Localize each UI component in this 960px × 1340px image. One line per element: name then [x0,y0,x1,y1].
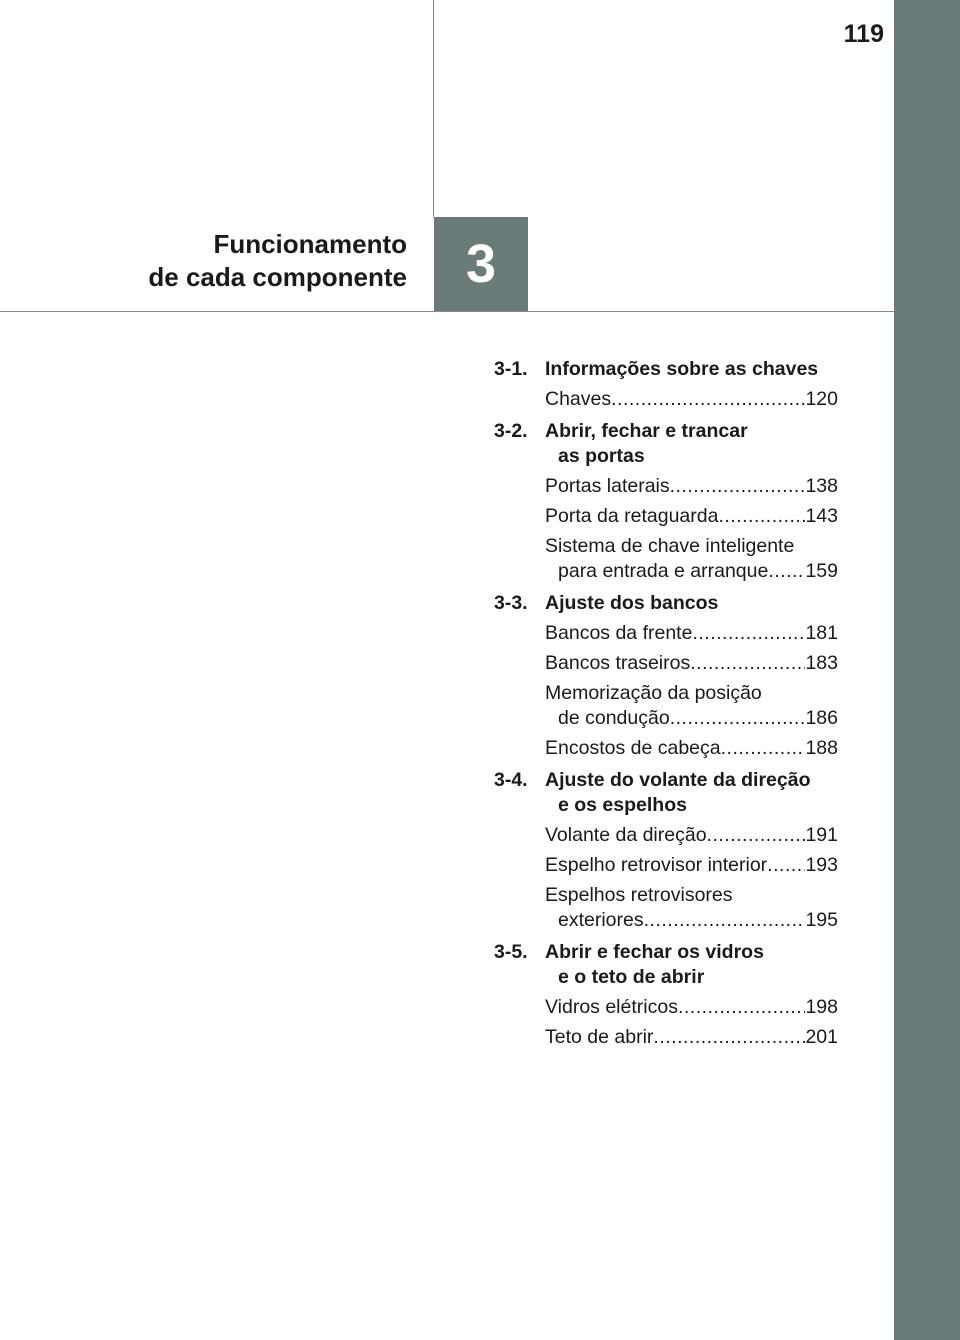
toc-entry-leader [670,474,806,499]
toc-section-title-line: Informações sobre as chaves [545,358,819,380]
toc-entry-page: 138 [805,475,838,497]
toc-entry-page: 201 [805,1026,838,1048]
toc-entry-leader [768,559,805,584]
toc-entry-title-line: Vidros elétricos [545,996,678,1018]
toc-section-title-line: Ajuste dos bancos [545,592,719,614]
chapter-title [148,228,407,294]
toc-entry-title-line: Teto de abrir [545,1026,654,1048]
toc-entry-last-line [545,621,838,646]
toc-section-title [545,768,838,818]
toc-entry-leader [644,908,806,933]
toc-entry[interactable] [545,883,838,933]
vertical-divider [433,0,434,217]
toc-entry[interactable] [545,387,838,412]
toc-entry[interactable] [545,681,838,731]
toc-entry-leader [653,1025,805,1050]
toc-section-number: 3-3. [494,592,528,614]
toc-entry-leader [707,823,806,848]
toc-entries [494,995,838,1050]
toc-entry-title-line: exteriores [558,909,644,931]
chapter-number-block: 3 [434,217,528,311]
toc-section-number: 3-5. [494,941,528,963]
chapter-side-strip [894,0,960,1340]
toc-section-title-line: e os espelhos [558,794,687,816]
toc-entry-page: 191 [805,824,838,846]
toc-entry-title-line: Chaves [545,388,612,410]
toc-entry-title-line: para entrada e arranque [558,560,769,582]
toc-section-title [545,357,838,382]
toc-section-heading[interactable] [494,591,838,616]
toc-entry-leader [670,706,806,731]
page-number: 119 [843,20,884,48]
toc-section-title-line: e o teto de abrir [558,966,705,988]
toc-entry-last-line [545,823,838,848]
toc-section-number: 3-4. [494,769,528,791]
toc-entry-last-line [545,651,838,676]
toc-entry-title-line: Espelho retrovisor interior [545,854,768,876]
toc-entry-last-line [545,706,838,731]
toc-entry-last-line [545,1025,838,1050]
toc-section [494,419,838,584]
toc-entry-page: 143 [805,505,838,527]
toc-entry-page: 198 [805,996,838,1018]
toc-entry-leader [678,995,806,1020]
toc-section [494,591,838,761]
toc-section-title-line: Abrir, fechar e trancar [545,420,748,442]
toc-entry-title-line: Memorização da posição [545,682,762,704]
toc-entry-title-line: Volante da direção [545,824,707,846]
toc-entry-last-line [545,474,838,499]
toc-entry-title-line: Encostos de cabeça [545,737,721,759]
toc-entry[interactable] [545,504,838,529]
toc-section-title [545,940,838,990]
toc-entry-leader [721,736,806,761]
toc-entry-title-line: Bancos traseiros [545,652,691,674]
toc-entry-page: 159 [805,560,838,582]
toc-entry-page: 195 [805,909,838,931]
toc-entry-title-line: Espelhos retrovisores [545,884,733,906]
toc-entry[interactable] [545,1025,838,1050]
toc-entry-leader [767,853,805,878]
toc-entry-title-line: Portas laterais [545,475,670,497]
toc-entries [494,387,838,412]
toc-entry[interactable] [545,621,838,646]
toc-entry[interactable] [545,651,838,676]
toc-section [494,768,838,933]
toc-entry-page: 183 [805,652,838,674]
toc-entries [494,474,838,584]
toc-entry-last-line [545,908,838,933]
toc-section-number: 3-2. [494,420,528,442]
table-of-contents [494,357,838,1057]
chapter-title-line2: de cada componente [148,262,407,292]
toc-entry-page: 193 [805,854,838,876]
toc-entry[interactable] [545,736,838,761]
toc-entry-leader [718,504,805,529]
toc-entry-page: 120 [805,388,838,410]
toc-entry[interactable] [545,823,838,848]
toc-section-heading[interactable] [494,419,838,469]
toc-entries [494,823,838,933]
toc-entry[interactable] [545,534,838,584]
toc-entry-page: 181 [805,622,838,644]
toc-section-title-line: Abrir e fechar os vidros [545,941,764,963]
toc-entry-last-line [545,387,838,412]
toc-entry-last-line [545,504,838,529]
horizontal-divider [0,311,894,312]
toc-entry-page: 186 [805,707,838,729]
toc-section-title-line: as portas [558,445,645,467]
toc-entry-last-line [545,736,838,761]
toc-section-number: 3-1. [494,358,528,380]
toc-entry-title-line: Sistema de chave inteligente [545,535,795,557]
toc-entry-title-line: Bancos da frente [545,622,693,644]
toc-section [494,357,838,412]
toc-section [494,940,838,1050]
toc-section-heading[interactable] [494,940,838,990]
toc-section-title [545,419,838,469]
toc-entry[interactable] [545,853,838,878]
toc-section-title-line: Ajuste do volante da direção [545,769,811,791]
toc-entry-last-line [545,559,838,584]
toc-section-heading[interactable] [494,768,838,818]
chapter-title-line1: Funcionamento [213,229,407,259]
toc-entry[interactable] [545,474,838,499]
toc-entry[interactable] [545,995,838,1020]
toc-section-title [545,591,838,616]
toc-entry-page: 188 [805,737,838,759]
toc-entry-leader [692,621,805,646]
toc-entry-title-line: de condução [558,707,670,729]
toc-entry-title-line: Porta da retaguarda [545,505,719,527]
toc-section-heading[interactable] [494,357,838,382]
toc-entry-leader [690,651,805,676]
toc-entry-last-line [545,853,838,878]
toc-entries [494,621,838,761]
toc-entry-last-line [545,995,838,1020]
toc-entry-leader [611,387,805,412]
